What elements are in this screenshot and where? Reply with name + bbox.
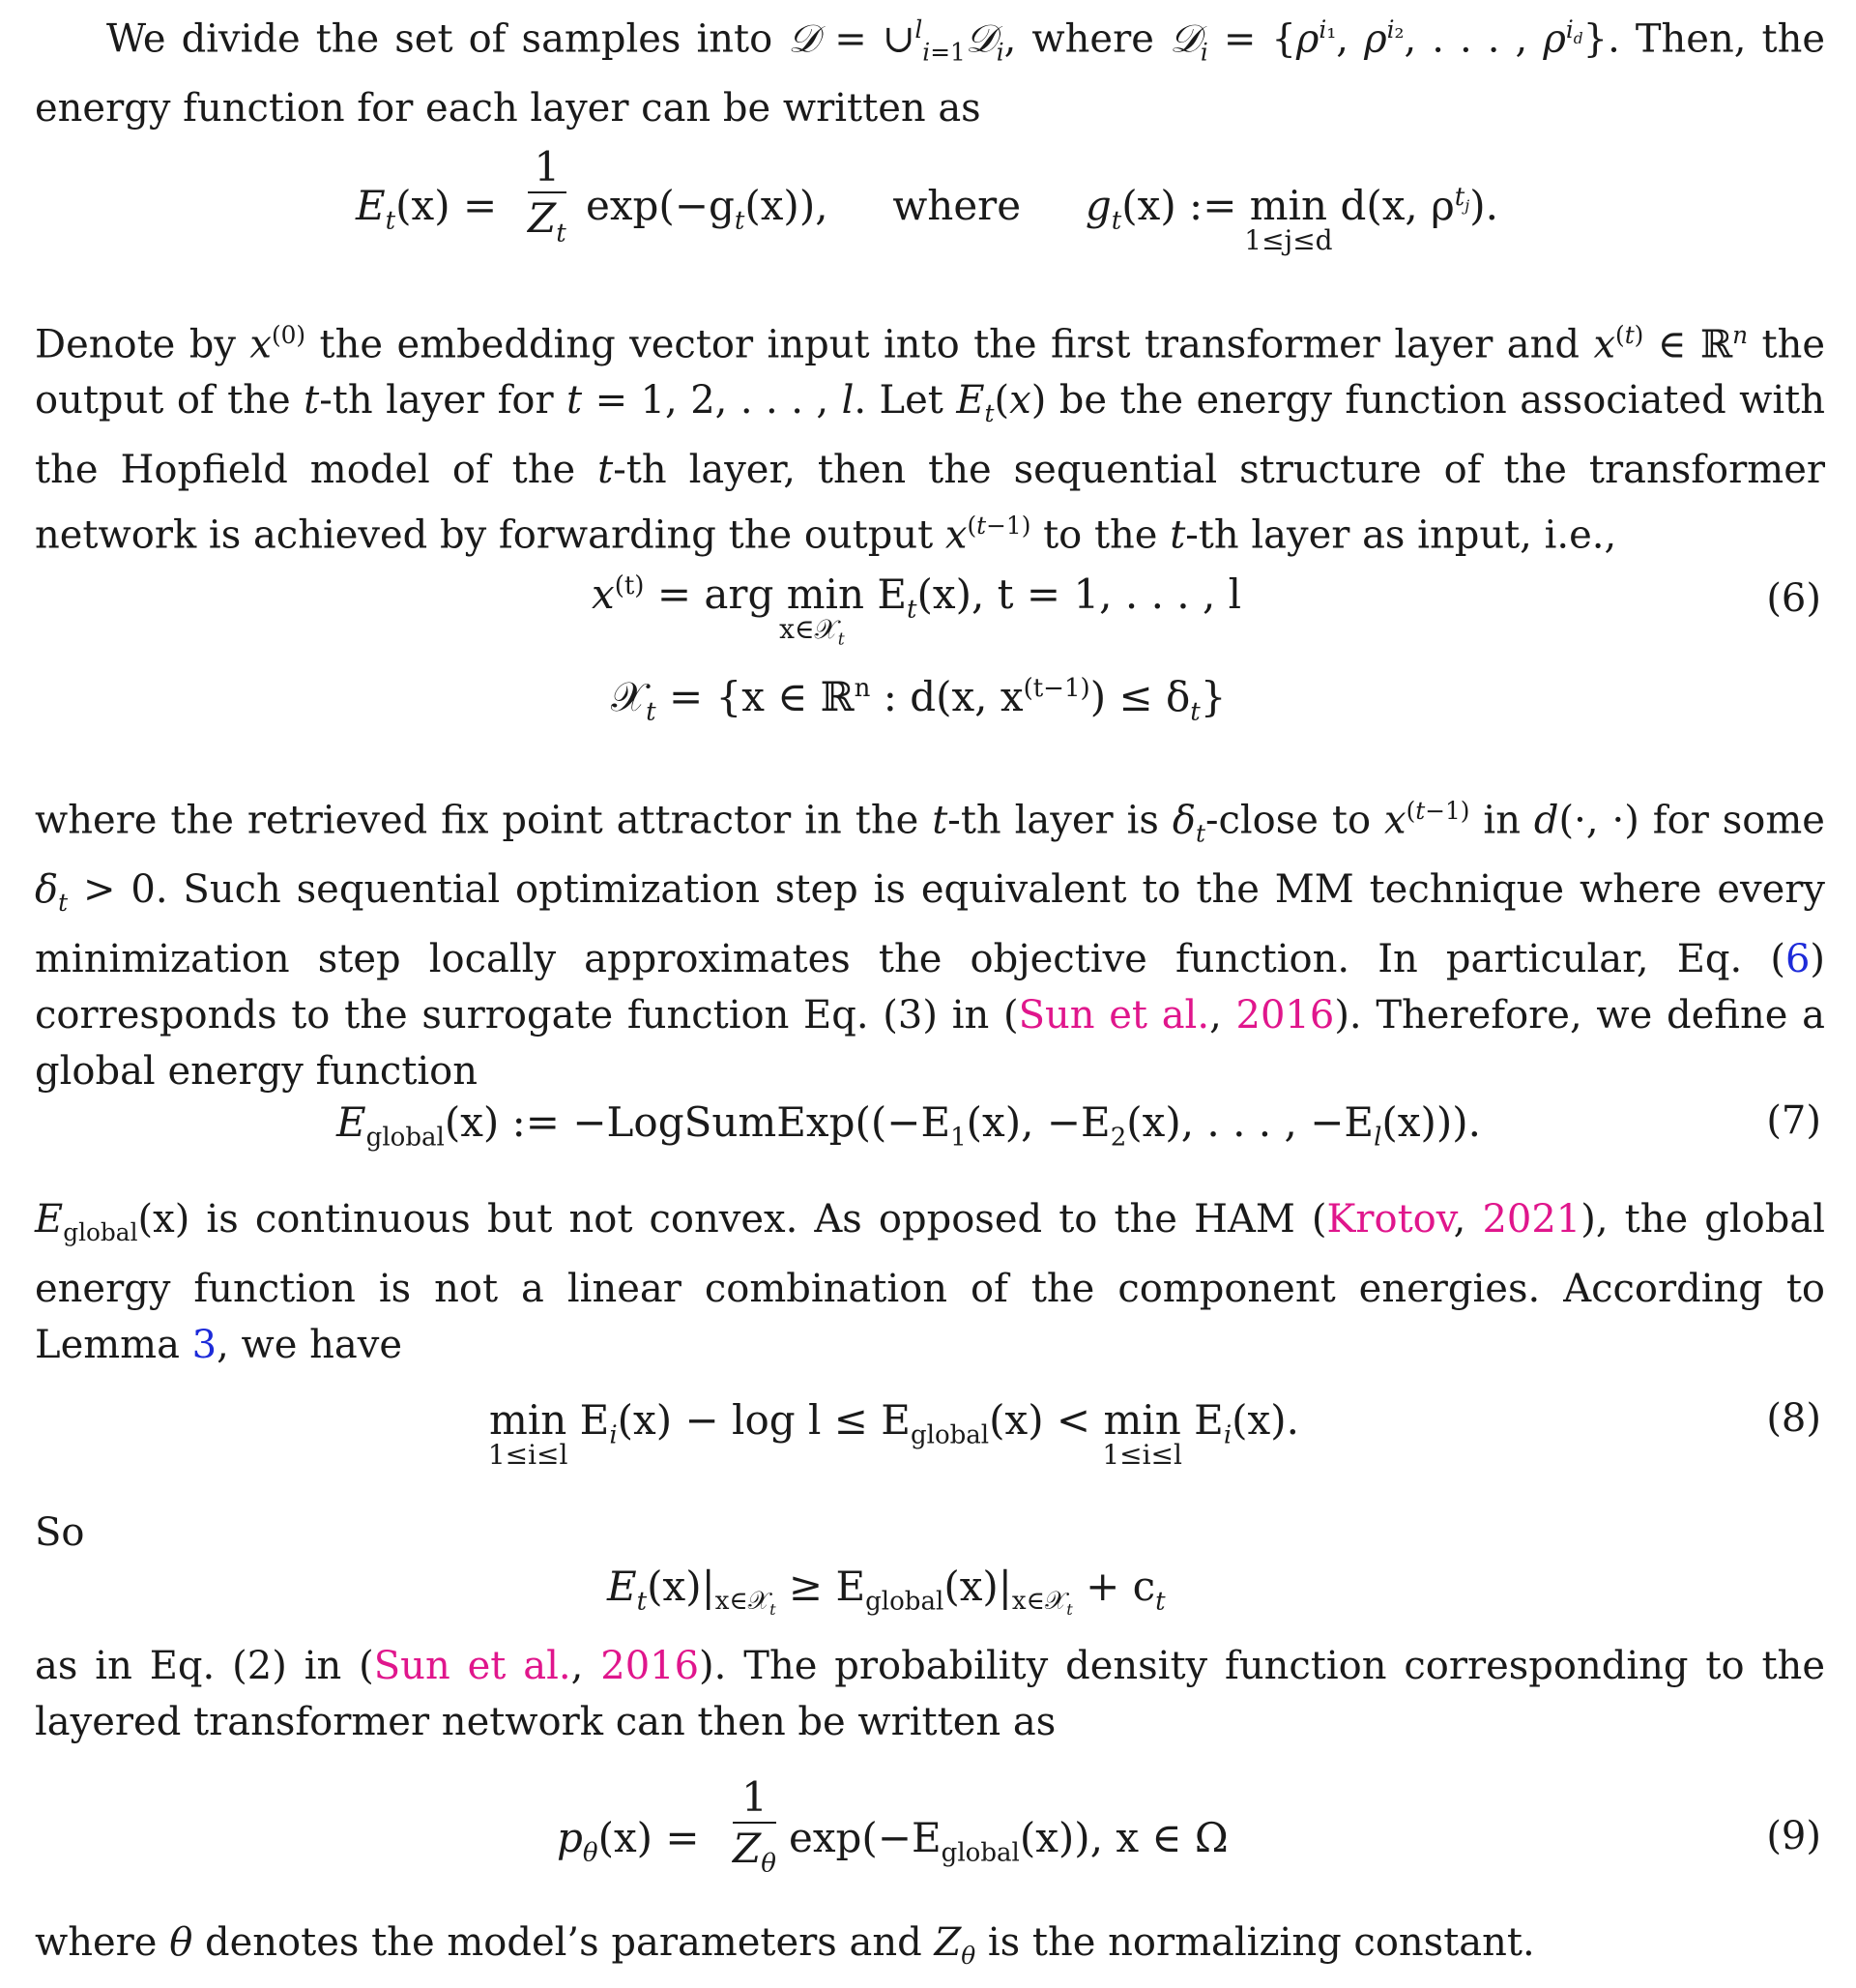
min-operator: min 1≤j≤d bbox=[1244, 182, 1333, 256]
paper-page: We divide the set of samples into 𝒟 = ∪$^l_{i=1}$𝒟$_i$, where 𝒟$_i$ = {$\rho^{i_1}$, $\rho^{i_2}$, . . . , $\rho^{i_d}$}. Then, the energy function for each layer can be written as $E_t(x)$ = $\frac{1}{Z_t}$ $\exp(-g_t(x))$, where $g_t(x)$ := min 1≤j≤d d(x, $\rho^{t_j}$). Denote by $x^{(0)}$ the embedding vector input into the first transformer layer and $x^{(t)}$ ∈ ℝ$^n$ the output of the t-th layer for t = 1, 2, . . . , l. Let $E_t(x)$ be the energy function associated with the Hopfield model of the t-th layer, then the sequential structure of the transformer network is achieved by forwarding the output $x^{(t-1)}$ to the t-th layer as input, i.e., $x^{(t)}$ = arg min E x∈𝒳$_t$ $_t$(x), t = 1, . . . , l 𝒳$_t$ = {x ∈ ℝ$^n$ : d(x, $x^{(t-1)}) \le \delta_t$} (6) where the retrieved fix point attractor in the t-th layer is $\delta_t$-close to $x^{(t-1)}$ in d(·, ·) for some $\delta_t > 0$. Such sequential optimization step is equivalent to the MM technique where every minimization step locally approximates the objective function. In particular, Eq. (6) corresponds to the surrogate function Eq. (3) in (Sun et al., 2016). Therefore, we define a global energy function $E_{global}(x)$ := $-LogSumExp((-E_1(x)$, $-E_2(x)$, . . . , $-E_l(x)$)). (7) $E_{global}(x)$ is continuous but not convex. As opposed to the HAM (Krotov, 2021), the global energy function is not a linear combination of the component energies. According to Lemma 3, we have min 1≤i≤l $E_i(x) - \log l \le E_{global}(x) < \min$ 1≤i≤l $E_i(x)$. (8) So $E_t(x)|_{x\in 𝒳_t} \ge E_{global}(x)|_{x\in 𝒳_t} + c_t$ as in Eq. (2) in (Sun et al., 2016). The probability density function corresponding to the layered transformer network can then be written as $p_\theta(x)$ = $\frac{1}{Z_\theta}$ $\exp(-E_{global}(x))$, x ∈ Ω (9) where θ denotes the model’s parameters and $Z_\theta$ is the normalizing constant. bbox=[0, 0, 1856, 1988]
equation-number-7: (7) bbox=[1766, 1098, 1821, 1143]
fraction-one-over-ztheta: $\frac{1}{Z_\theta}$ bbox=[733, 1773, 776, 1879]
citation-sun-2016[interactable]: Sun et al., 2016 bbox=[1018, 993, 1335, 1038]
paragraph-intro: We divide the set of samples into 𝒟 = ∪$^l_{i=1}$𝒟$_i$, where 𝒟$_i$ = {$\rho^{i_1}$, $\rho^{i_2}$, . . . , $\rho^{i_d}$}. Then, the energy function for each layer can be written as bbox=[35, 15, 1826, 132]
equation-number-6: (6) bbox=[1766, 576, 1821, 621]
fraction-one-over-z: $\frac{1}{Z_t}$ bbox=[528, 143, 566, 248]
paragraph-so: So bbox=[35, 1510, 85, 1555]
citation-sun-2016-b[interactable]: Sun et al., 2016 bbox=[373, 1644, 700, 1688]
paragraph-probability: as in Eq. (2) in (Sun et al., 2016). The probability density function corresponding to the layered transformer network can then be written as bbox=[35, 1644, 1825, 1744]
paragraph-global-energy: $E_{global}(x)$ is continuous but not convex. As opposed to the HAM (Krotov, 2021), the global energy function is not a linear combination of the component energies. According to Lemma 3, we have bbox=[35, 1197, 1825, 1367]
paragraph-fixpoint: where the retrieved fix point attractor in the t-th layer is $\delta_t$-close to $x^{(t-1)}$ in d(·, ·) for some $\delta_t > 0$. Such sequential optimization step is equivalent to the MM technique where every minimization step locally approximates the objective function. In particular, Eq. (6) corresponds to the surrogate function Eq. (3) in (Sun et al., 2016). Therefore, we define a global energy function bbox=[35, 797, 1825, 1095]
lemma-3-link[interactable]: 3 bbox=[191, 1323, 218, 1367]
paragraph-theta: where θ denotes the model’s parameters and $Z_\theta$ is the normalizing constant. bbox=[35, 1920, 1535, 1970]
equation-6-link[interactable]: 6 bbox=[1784, 937, 1811, 982]
equation-number-9: (9) bbox=[1766, 1814, 1821, 1858]
equation-number-8: (8) bbox=[1766, 1396, 1821, 1441]
paragraph-denote: Denote by $x^{(0)}$ the embedding vector input into the first transformer layer and $x^{(t)}$ ∈ ℝ$^n$ the output of the t-th layer for t = 1, 2, . . . , l. Let $E_t(x)$ be the energy function associated with the Hopfield model of the t-th layer, then the sequential structure of the transformer network is achieved by forwarding the output $x^{(t-1)}$ to the t-th layer as input, i.e., bbox=[35, 321, 1826, 558]
citation-krotov-2021[interactable]: Krotov, 2021 bbox=[1326, 1197, 1581, 1242]
equation-6: $x^{(t)}$ = arg min E x∈𝒳$_t$ $_t$(x), t = 1, . . . , l 𝒳$_t$ = {x ∈ ℝ$^n$ : d(x, $x^{(t-1)}) \le \delta_t$} (6) bbox=[592, 570, 1821, 727]
